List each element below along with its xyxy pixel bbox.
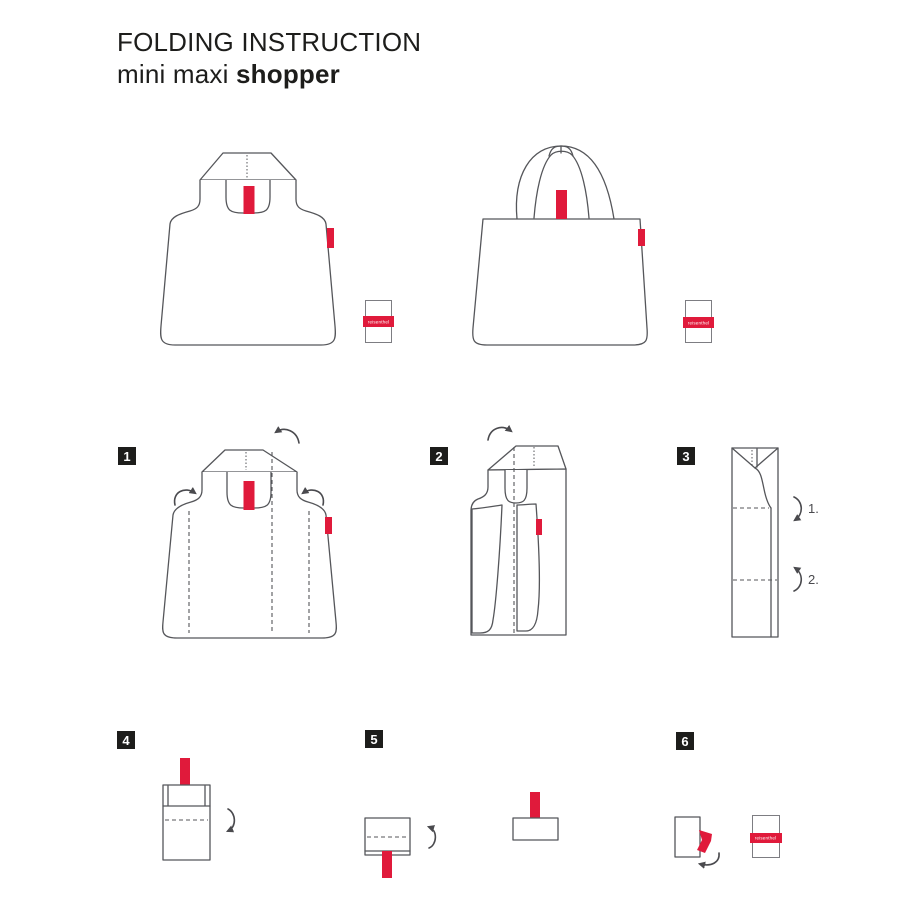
handle-cutout (505, 470, 527, 503)
step-badge-2: 2 (430, 447, 448, 465)
brand-band-label: reisenthel (687, 320, 710, 325)
step2-diagram (471, 428, 566, 635)
brand-band (683, 317, 714, 328)
fold-arrow-icon (228, 809, 234, 831)
overview-open-bag-diagram (473, 146, 648, 345)
closure-strap (244, 186, 255, 214)
step-badge-3: 3 (677, 447, 695, 465)
step-badge-6: 6 (676, 732, 694, 750)
closure-strap (556, 190, 567, 219)
packet-outline (675, 817, 700, 857)
closure-strap (180, 758, 190, 786)
brand-band-label: reisenthel (755, 835, 777, 841)
step1-diagram (163, 429, 337, 638)
folded-handles-flap (202, 450, 297, 472)
brand-band (363, 316, 394, 327)
handle-apex-detail (549, 146, 573, 156)
folded-pouch (365, 300, 392, 343)
step3-diagram (732, 448, 801, 637)
fold-arrow-icon (429, 827, 435, 848)
bag-body-outline (473, 219, 648, 345)
closure-strap (244, 481, 255, 510)
fold-arrow-second-icon (794, 568, 801, 591)
title-product-range: mini maxi (117, 59, 237, 89)
step-badge-1: 1 (118, 447, 136, 465)
closure-strap-result (530, 792, 540, 819)
fold-arrow-top-icon (276, 429, 299, 443)
step4-diagram (163, 758, 234, 860)
packet-outline (163, 785, 210, 860)
step-badge-5: 5 (365, 730, 383, 748)
fold-order-label-2: 2. (808, 572, 819, 587)
fold-order-label-1: 1. (808, 501, 819, 516)
overview-flat-bag-diagram (161, 153, 336, 345)
brand-tag (638, 229, 645, 246)
folded-pouch (685, 300, 712, 343)
brand-tag (325, 517, 332, 534)
title-product-name: shopper (236, 59, 340, 89)
fold-arrow-first-icon (794, 497, 801, 520)
wrap-arrow-icon (700, 853, 719, 865)
result-packet-outline (513, 818, 558, 840)
closure-strap (382, 851, 392, 878)
folded-handles-flap (200, 153, 296, 180)
fold-arrow-top-icon (488, 428, 511, 440)
title-line-1: FOLDING INSTRUCTION (117, 27, 422, 57)
top-opening-face (488, 446, 566, 470)
folded-pouch-result (752, 815, 780, 858)
brand-band (750, 833, 782, 843)
brand-band-label: reisenthel (367, 319, 390, 324)
brand-tag (536, 519, 542, 535)
brand-tag (327, 228, 334, 248)
step-badge-4: 4 (117, 731, 135, 749)
step5-diagram (365, 792, 558, 878)
step6-diagram (675, 817, 719, 865)
